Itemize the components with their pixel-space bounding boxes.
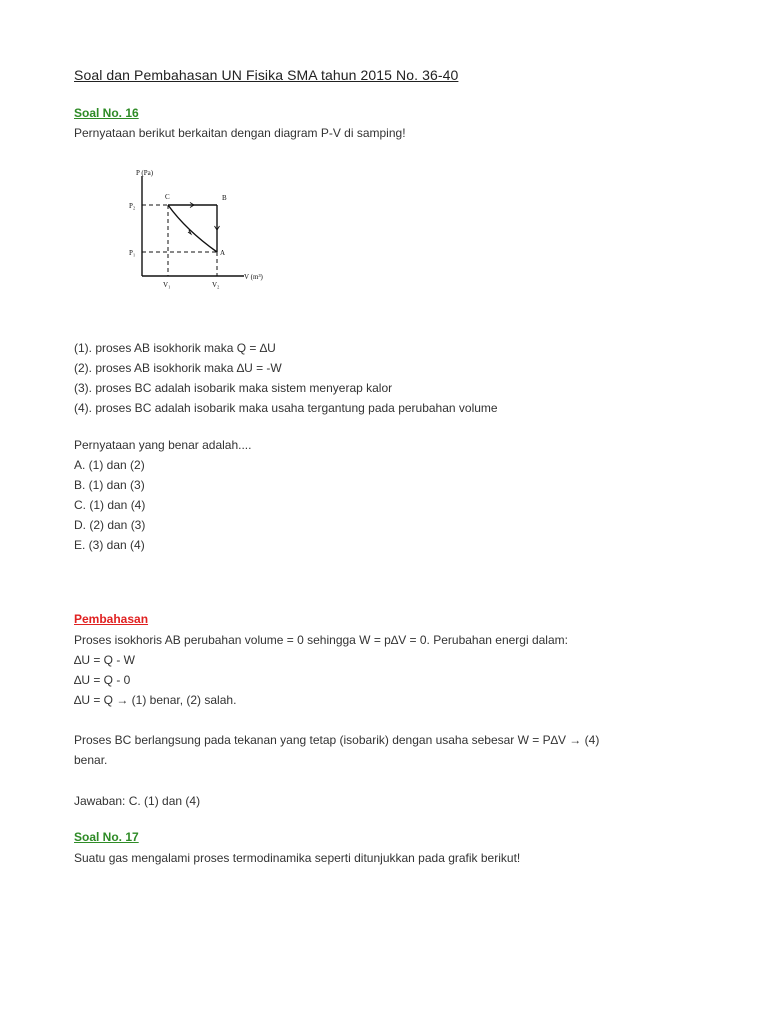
pembahasan-line-3: ∆U = Q - 0 (74, 673, 131, 687)
v2-label: V₂ (212, 281, 220, 289)
option-c: C. (1) dan (4) (74, 498, 146, 512)
point-c-label: C (165, 193, 170, 201)
statement-2: (2). proses AB isokhorik maka ∆U = -W (74, 361, 282, 375)
question-text: Pernyataan yang benar adalah.... (74, 438, 252, 452)
p1-label: P₁ (129, 249, 136, 257)
statement-1: (1). proses AB isokhorik maka Q = ∆U (74, 341, 276, 355)
statement-3: (3). proses BC adalah isobarik maka sistem menyerap kalor (74, 381, 393, 395)
statement-4: (4). proses BC adalah isobarik maka usaha tergantung pada perubahan volume (74, 401, 498, 415)
soal-17-intro: Suatu gas mengalami proses termodinamika seperti ditunjukkan pada grafik berikut! (74, 851, 521, 865)
soal-16-heading: Soal No. 16 (74, 106, 139, 120)
document-title: Soal dan Pembahasan UN Fisika SMA tahun 2015 No. 36-40 (74, 67, 459, 83)
pembahasan-heading: Pembahasan (74, 612, 149, 626)
pembahasan-line-1: Proses isokhoris AB perubahan volume = 0 sehingga W = p∆V = 0. Perubahan energi dalam: (74, 633, 568, 647)
pv-diagram (124, 166, 284, 294)
pembahasan-bc-line-2: benar. (74, 753, 108, 767)
soal-17-heading: Soal No. 17 (74, 830, 139, 844)
option-b: B. (1) dan (3) (74, 478, 145, 492)
soal-16-intro: Pernyataan berikut berkaitan dengan diagram P-V di samping! (74, 126, 406, 140)
answer-text: Jawaban: C. (1) dan (4) (74, 794, 201, 808)
point-b-label: B (222, 194, 227, 202)
x-axis-label: V (m³) (244, 273, 263, 281)
y-axis-label: P (Pa) (136, 169, 154, 177)
process-ca-curve (168, 205, 217, 252)
option-d: D. (2) dan (3) (74, 518, 146, 532)
option-a: A. (1) dan (2) (74, 458, 145, 472)
pembahasan-line-2: ∆U = Q - W (74, 653, 136, 667)
pembahasan-bc-line-1: Proses BC berlangsung pada tekanan yang tetap (isobarik) dengan usaha sebesar W = P∆V → (4) (74, 733, 600, 747)
v1-label: V₁ (163, 281, 171, 289)
p2-label: P₂ (129, 202, 136, 210)
point-a-label: A (220, 249, 226, 257)
pembahasan-line-4: ∆U = Q → (1) benar, (2) salah. (74, 693, 237, 707)
option-e: E. (3) dan (4) (74, 538, 145, 552)
